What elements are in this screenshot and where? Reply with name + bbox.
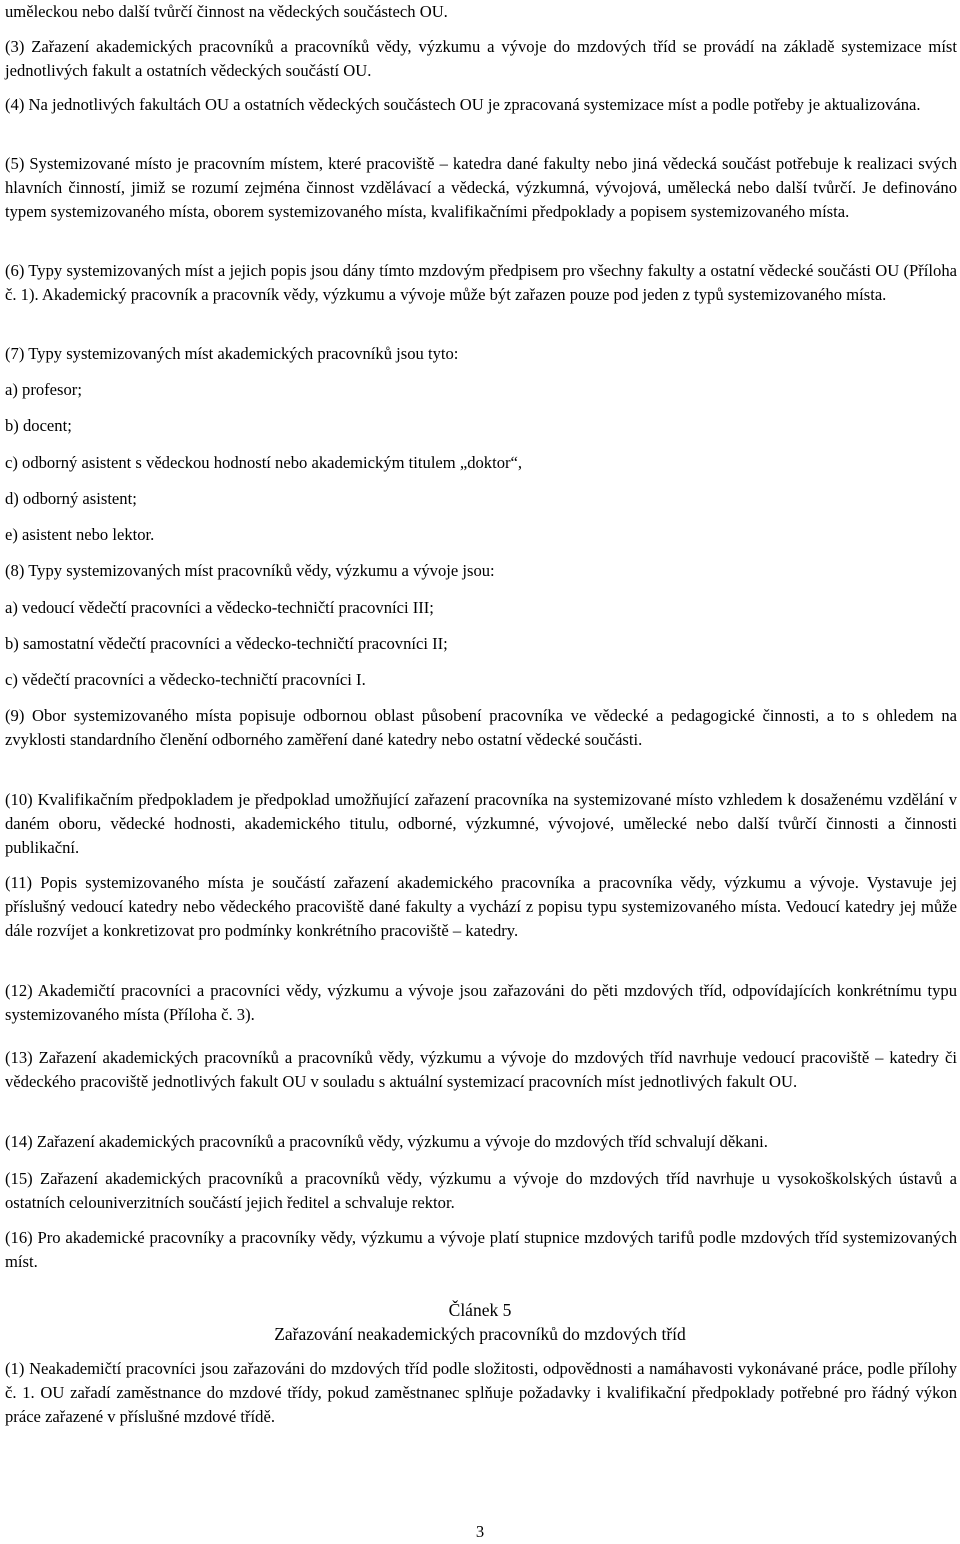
paragraph-6: (6) Typy systemizovaných míst a jejich popis jsou dány tímto mzdovým předpisem pro všechny fakulty a ostatní vědecké součásti OU (Příloha č. 1). Akademický pracovník a pracovník vědy, výzkumu a vývoje může být zařazen pouze pod jeden z typů systemizovaného místa.: [5, 261, 957, 304]
paragraph-12: (12) Akademičtí pracovníci a pracovníci vědy, výzkumu a vývoje jsou zařazováni do pěti mzdových tříd, odpovídajících konkrétnímu typu systemizovaného místa (Příloha č. 3).: [5, 981, 957, 1024]
page-number: 3: [475, 1522, 485, 1541]
article-title: Zařazování neakademických pracovníků do mzdových tříd: [274, 1324, 686, 1344]
paragraph-continuation: uměleckou nebo další tvůrčí činnost na vědeckých součástech OU.: [5, 2, 448, 21]
paragraph-11: (11) Popis systemizovaného místa je součástí zařazení akademického pracovníka a pracovníka vědy, výzkumu a vývoje. Vystavuje jej příslušný vedoucí katedry nebo vědeckého pracoviště dané fakulty a vychází z popisu typu systemizovaného místa. Vedoucí katedry jej může dále rozvíjet a konkretizovat pro podmínky konkrétního pracoviště – katedry.: [5, 873, 957, 940]
paragraph-8: (8) Typy systemizovaných míst pracovníků vědy, výzkumu a vývoje jsou:: [5, 561, 495, 580]
paragraph-15: (15) Zařazení akademických pracovníků a pracovníků vědy, výzkumu a vývoje do mzdových tříd navrhuje u vysokoškolských ústavů a ostatních celouniverzitních součástí jejich ředitel a schvaluje rektor.: [5, 1169, 957, 1212]
paragraph-13: (13) Zařazení akademických pracovníků a pracovníků vědy, výzkumu a vývoje do mzdových tříd navrhuje vedoucí pracoviště – katedry či vědeckého pracoviště jednotlivých fakult OU v souladu s aktuální systemizací pracovních míst jednotlivých fakult OU.: [5, 1048, 957, 1091]
paragraph-7: (7) Typy systemizovaných míst akademických pracovníků jsou tyto:: [5, 344, 459, 363]
paragraph-5: (5) Systemizované místo je pracovním místem, které pracoviště – katedra dané fakulty nebo jiná vědecká součást potřebuje k realizaci svých hlavních činností, jimiž se rozumí zejména činnost vzdělávací a vědecká, výzkumná, vývojová, umělecká nebo další tvůrčí. Je definováno typem systemizovaného místa, oborem systemizovaného místa, kvalifikačními předpoklady a popisem systemizovaného místa.: [5, 154, 957, 221]
paragraph-9: (9) Obor systemizovaného místa popisuje odbornou oblast působení pracovníka ve vědecké a pedagogické činnosti, a to s ohledem na zvyklosti standardního členění odborného zaměření dané katedry nebo ostatní vědecké součásti.: [5, 706, 957, 749]
article-number: Článek 5: [448, 1300, 512, 1320]
paragraph-3: (3) Zařazení akademických pracovníků a pracovníků vědy, výzkumu a vývoje do mzdových tříd se provádí na základě systemizace míst jednotlivých fakult a ostatních vědeckých součástí OU.: [5, 37, 957, 80]
paragraph-10: (10) Kvalifikačním předpokladem je předpoklad umožňující zařazení pracovníka na systemizované místo vzhledem k dosaženému vzdělání v daném oboru, vědecké hodnosti, akademického titulu, odborné, výzkumné, vývojové, umělecké nebo další tvůrčí činnosti a činnosti publikační.: [5, 790, 957, 857]
paragraph-4: (4) Na jednotlivých fakultách OU a ostatních vědeckých součástech OU je zpracovaná systemizace míst a podle potřeby je aktualizována.: [5, 95, 921, 114]
list-item-d-odborny-asistent: d) odborný asistent;: [5, 489, 137, 508]
list-item-c-odborny-asistent-doktor: c) odborný asistent s vědeckou hodností nebo akademickým titulem „doktor“,: [5, 453, 523, 472]
list-item-e-asistent: e) asistent nebo lektor.: [5, 525, 155, 544]
list-item-b-docent: b) docent;: [5, 416, 72, 435]
paragraph-14: (14) Zařazení akademických pracovníků a pracovníků vědy, výzkumu a vývoje do mzdových tříd schvalují děkani.: [5, 1132, 768, 1151]
paragraph-16: (16) Pro akademické pracovníky a pracovníky vědy, výzkumu a vývoje platí stupnice mzdových tarifů podle mzdových tříd systemizovaných míst.: [5, 1228, 957, 1271]
list-item-c-vedecti: c) vědečtí pracovníci a vědecko-techničtí pracovníci I.: [5, 670, 366, 689]
list-item-a-vedouci: a) vedoucí vědečtí pracovníci a vědecko-techničtí pracovníci III;: [5, 598, 434, 617]
article-paragraph-1: (1) Neakademičtí pracovníci jsou zařazováni do mzdových tříd podle složitosti, odpovědnosti a namáhavosti vykonávané práce, podle přílohy č. 1. OU zařadí zaměstnance do mzdové třídy, pokud zaměstnanec splňuje požadavky i kvalifikační předpoklady potřebné pro řádný výkon práce zařazené v příslušné mzdové třídě.: [5, 1359, 957, 1426]
list-item-a-profesor: a) profesor;: [5, 380, 82, 399]
list-item-b-samostatni: b) samostatní vědečtí pracovníci a vědecko-techničtí pracovníci II;: [5, 634, 448, 653]
